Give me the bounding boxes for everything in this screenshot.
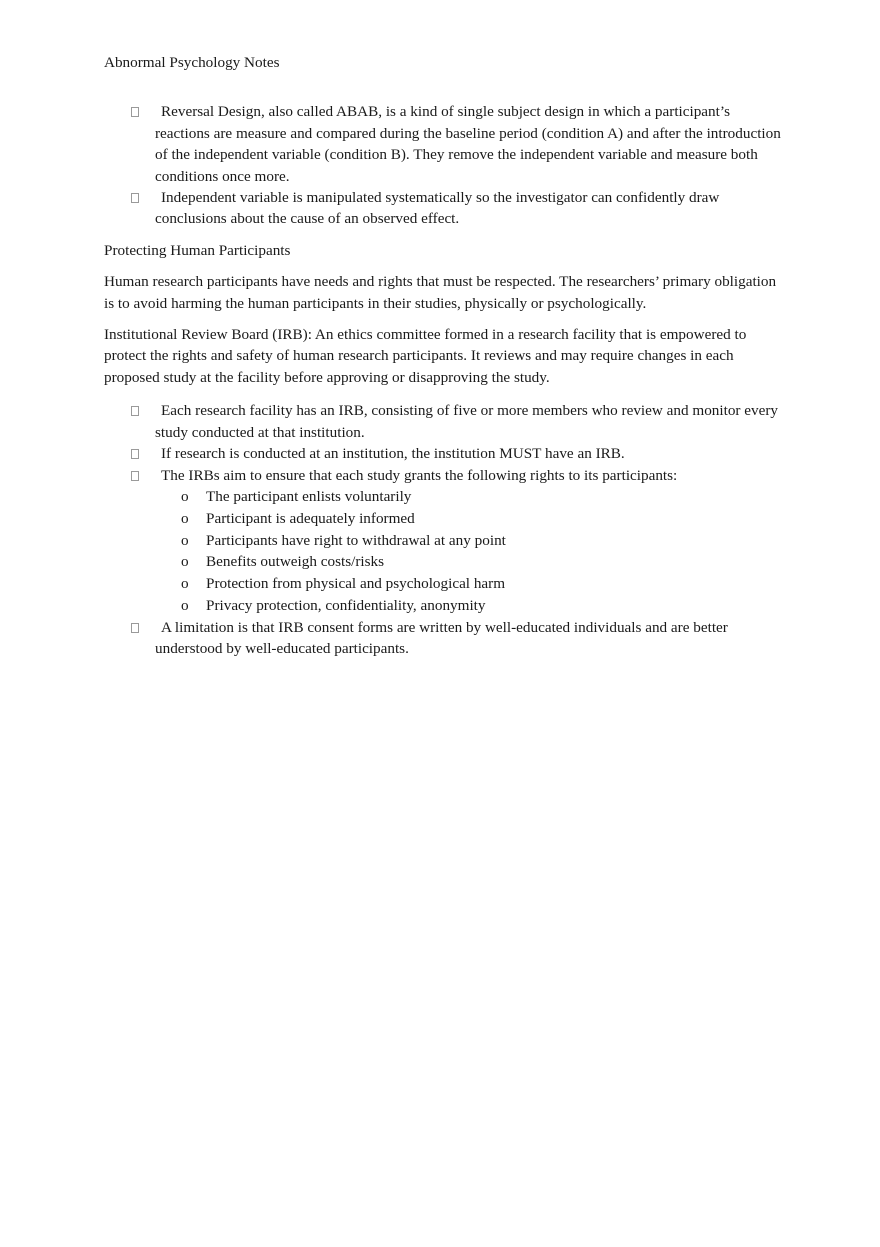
sub-bullet-text: Participant is adequately informed xyxy=(206,509,415,527)
bullet-box-icon xyxy=(131,107,139,117)
list-item xyxy=(104,465,784,617)
sub-bullet-text: Participants have right to withdrawal at any point xyxy=(206,531,506,549)
irb-bullet-list xyxy=(104,400,784,659)
sub-bullet-text: Protection from physical and psychological harm xyxy=(206,575,506,593)
paragraph-irb-definition: Institutional Review Board (IRB): An ethics committee formed in a research facility that is empowered to protect the rights and safety of human research participants. It reviews and may require changes in each proposed study at the facility before approving or disapproving the study. xyxy=(104,326,747,386)
sub-bullet-marker: o xyxy=(181,509,189,527)
sub-bullet-marker: o xyxy=(181,596,189,614)
paragraph-human-participants: Human research participants have needs and rights that must be respected. The researchers’ primary obligation is to avoid harming the human participants in their studies, physically or psychologically. xyxy=(104,273,777,312)
document-page xyxy=(104,52,784,660)
bullet-text: If research is conducted at an institution, the institution MUST have an IRB. xyxy=(161,445,625,463)
section-heading: Protecting Human Participants xyxy=(104,241,291,259)
bullet-box-icon xyxy=(131,406,139,416)
sub-list-item xyxy=(155,530,784,552)
sub-list-item xyxy=(155,573,784,595)
bullet-text: Each research facility has an IRB, consisting of five or more members who review and monitor every study conducted at that institution. xyxy=(155,402,778,441)
sub-bullet-marker: o xyxy=(181,531,189,549)
page-header-title: Abnormal Psychology Notes xyxy=(104,54,280,71)
bullet-box-icon xyxy=(131,471,139,481)
sub-list-item xyxy=(155,551,784,573)
bullet-text: A limitation is that IRB consent forms are written by well-educated individuals and are better understood by well-educated participants. xyxy=(155,618,728,658)
bullet-box-icon xyxy=(131,449,139,459)
bullet-text: Reversal Design, also called ABAB, is a kind of single subject design in which a participant’s reactions are measure and compared during the baseline period (condition A) and after the introduction of the independent variable (condition B). They remove the independent variable and measure both conditions once more. xyxy=(155,103,781,185)
list-item xyxy=(104,400,784,443)
sub-bullet-text: The participant enlists voluntarily xyxy=(206,487,412,505)
sub-list-item xyxy=(155,486,784,508)
sub-bullet-text: Privacy protection, confidentiality, anonymity xyxy=(206,596,486,614)
sub-bullet-marker: o xyxy=(181,553,189,571)
list-item xyxy=(104,101,784,187)
bullet-box-icon xyxy=(131,193,139,203)
sub-list-item xyxy=(155,595,784,617)
bullet-text: Independent variable is manipulated systematically so the investigator can confidently draw conclusions about the cause of an observed effect. xyxy=(155,189,720,228)
intro-bullet-list xyxy=(104,101,784,229)
list-item xyxy=(104,187,784,230)
rights-sub-list xyxy=(155,486,784,617)
sub-bullet-text: Benefits outweigh costs/risks xyxy=(206,553,385,571)
sub-bullet-marker: o xyxy=(181,487,189,505)
sub-bullet-marker: o xyxy=(181,575,189,593)
list-item xyxy=(104,443,784,464)
bullet-text: The IRBs aim to ensure that each study grants the following rights to its participants: xyxy=(161,466,678,484)
list-item xyxy=(104,617,784,660)
bullet-box-icon xyxy=(131,623,139,633)
sub-list-item xyxy=(155,508,784,530)
